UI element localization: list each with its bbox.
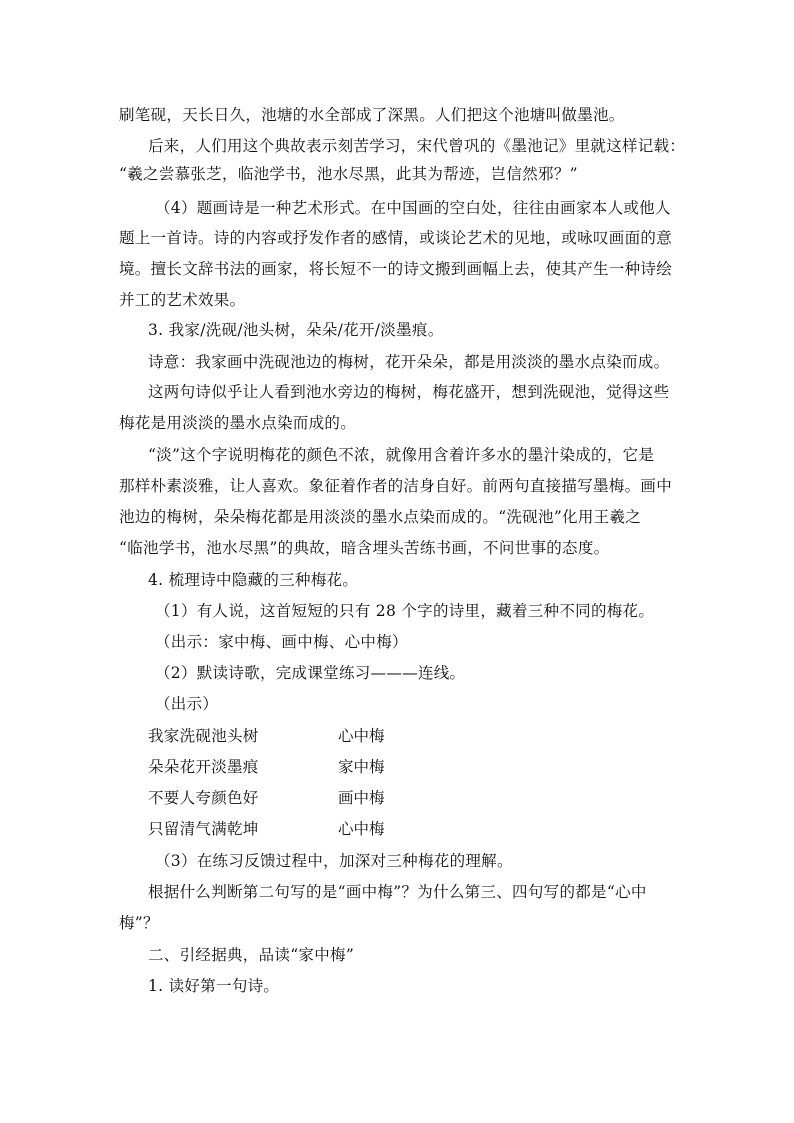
text-line: 并工的艺术效果。 (119, 291, 246, 309)
text-line: “临池学书，池水尽黑”的典故，暗含埋头苦练书画，不问世事的态度。 (119, 539, 610, 557)
text-line: 梅”？ (119, 914, 159, 932)
text-line: （2）默读诗歌，完成课堂练习———连线。 (155, 664, 466, 682)
text-line: 梅花是用淡淡的墨水点染而成的。 (119, 414, 357, 432)
text-line: “羲之尝慕张芝，临池学书，池水尽黑，此其为帮迹，岂信然邪？” (119, 165, 578, 183)
matching-right: 心中梅 (338, 820, 385, 838)
matching-left: 只留清气满乾坤 (148, 820, 259, 838)
matching-right: 家中梅 (338, 758, 385, 776)
matching-left: 我家洗砚池头树 (148, 727, 259, 745)
list-item: 4. 梳理诗中隐藏的三种梅花。 (148, 571, 359, 589)
section-heading: 二、引经据典，品读“家中梅” (148, 946, 355, 964)
text-line: 题上一首诗。诗的内容或抒发作者的感情，或谈论艺术的见地，或咏叹画面的意 (119, 229, 673, 247)
text-line: （出示：家中梅、画中梅、心中梅） (155, 633, 408, 651)
text-line: 这两句诗似乎让人看到池水旁边的梅树，梅花盛开，想到洗砚池，觉得这些 (148, 383, 670, 401)
list-item: 3. 我家/洗砚/池头树，朵朵/花开/淡墨痕。 (148, 321, 444, 339)
list-item: 1. 读好第一句诗。 (148, 977, 280, 995)
text-line: 刷笔砚，天长日久，池塘的水全部成了深黑。人们把这个池塘叫做墨池。 (119, 106, 625, 124)
text-line: （出示） (155, 695, 219, 713)
matching-left: 不要人夸颜色好 (148, 789, 259, 807)
text-line: 池边的梅树，朵朵梅花都是用淡淡的墨水点染而成的。“洗砚池”化用王羲之 (119, 508, 642, 526)
text-line: 那样朴素淡雅，让人喜欢。象征着作者的洁身自好。前两句直接描写墨梅。画中 (119, 477, 673, 495)
matching-right: 画中梅 (338, 789, 385, 807)
text-line: （4）题画诗是一种艺术形式。在中国画的空白处，往往由画家本人或他人 (155, 199, 671, 217)
text-line: （3）在练习反馈过程中，加深对三种梅花的理解。 (155, 852, 513, 870)
text-line: 诗意：我家画中洗砚池边的梅树，花开朵朵，都是用淡淡的墨水点染而成。 (148, 353, 670, 371)
text-line: 后来，人们用这个典故表示刻苦学习，宋代曾巩的《墨池记》里就这样记载： (148, 137, 686, 155)
matching-left: 朵朵花开淡墨痕 (148, 758, 259, 776)
text-line: （1）有人说，这首短短的只有 28 个字的诗里，藏着三种不同的梅花。 (155, 602, 655, 620)
matching-right: 心中梅 (338, 727, 385, 745)
text-line: “淡”这个字说明梅花的颜色不浓，就像用含着许多水的墨汁染成的，它是 (148, 446, 655, 464)
text-line: 境。擅长文辞书法的画家，将长短不一的诗文搬到画幅上去，使其产生一种诗绘 (119, 260, 673, 278)
text-line: 根据什么判断第二句写的是“画中梅”？为什么第三、四句写的都是“心中 (148, 883, 647, 901)
